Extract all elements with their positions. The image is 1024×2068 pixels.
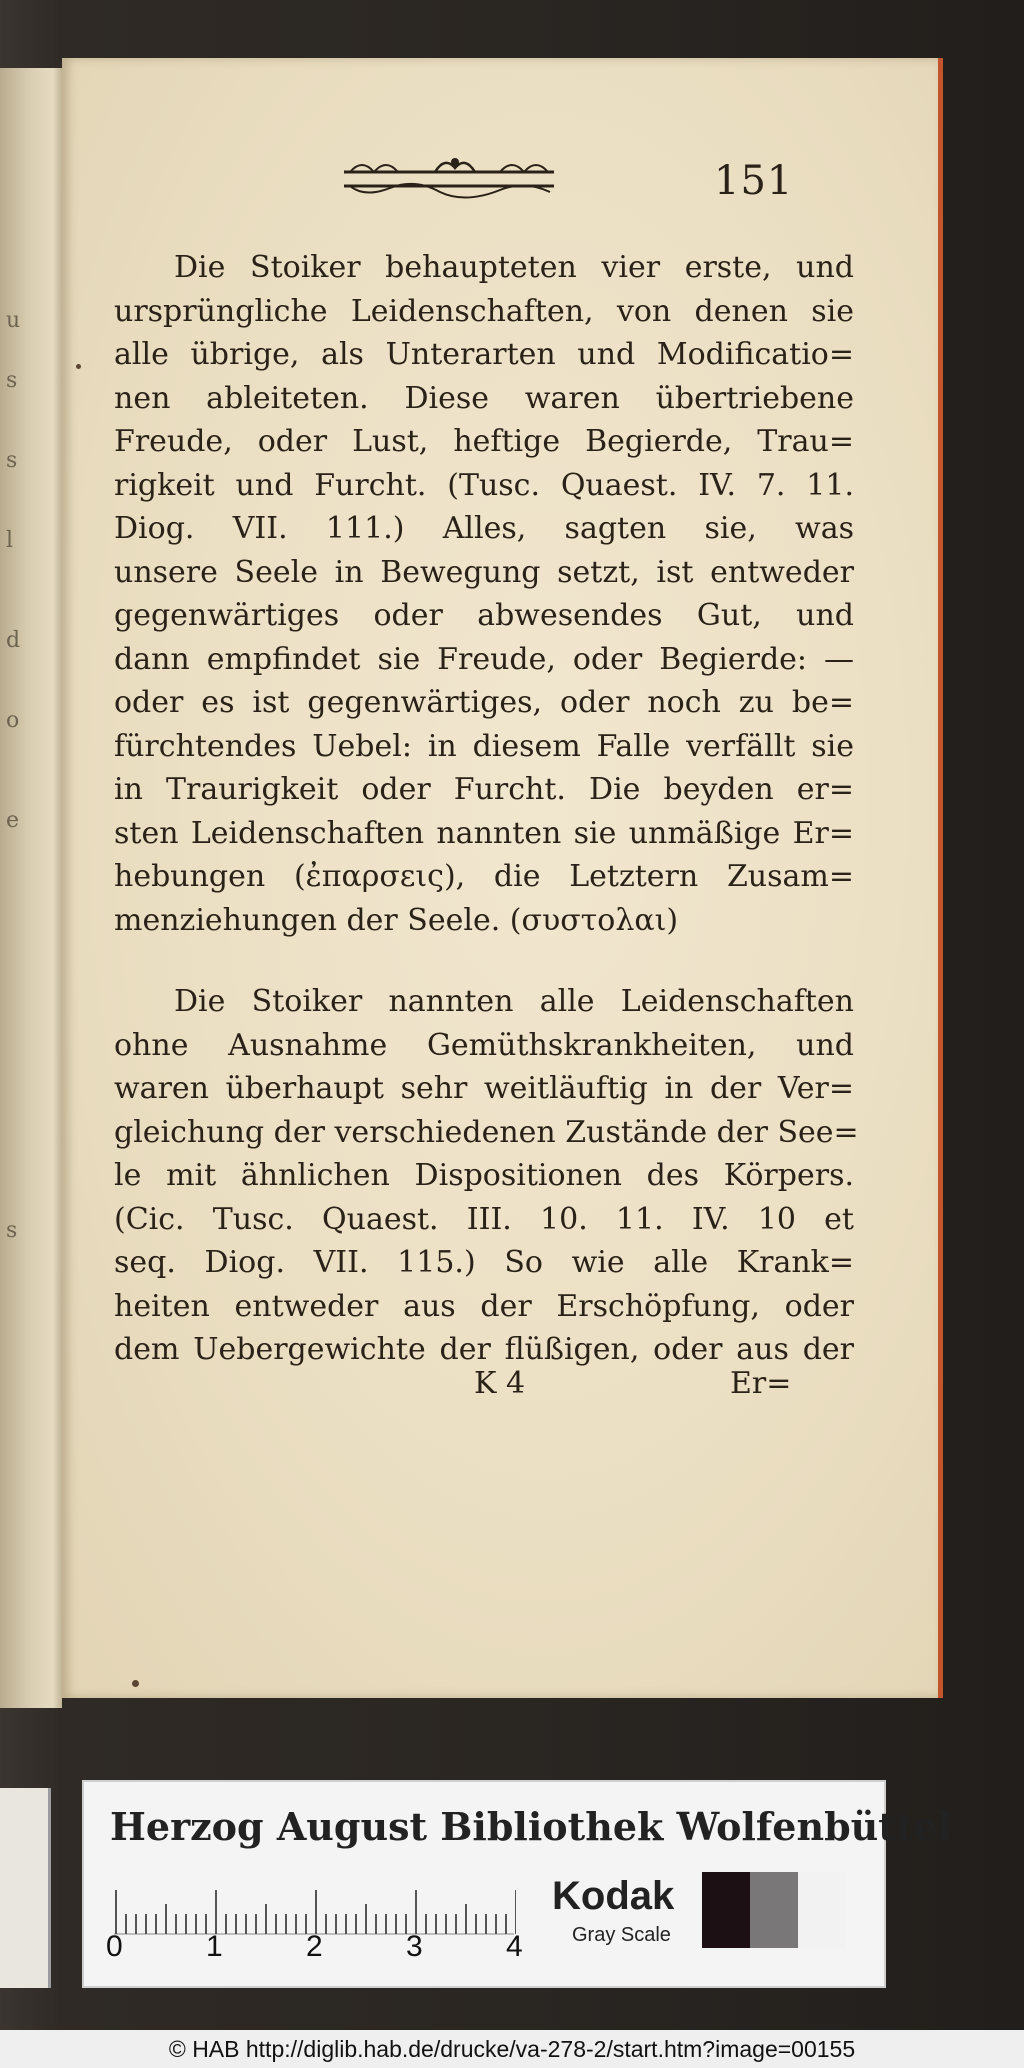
text-line: seq. Diog. VII. 115.) So wie alle Krank= [114,1245,854,1280]
paragraph-1 [114,246,854,942]
ruler-numbers [106,1930,526,1970]
text-line: Die Stoiker nannten alle Leidenschaften [174,984,854,1019]
ornament-headpiece [340,152,558,206]
text-line: le mit ähnlichen Dispositionen des Körpers. [114,1158,854,1193]
left-page-mark: s [6,368,18,393]
ruler-number: 2 [306,1930,323,1963]
text-line: ursprüngliche Leidenschaften, von denen sie [114,293,854,329]
gray-swatch-black [702,1872,750,1948]
left-page-bottom-strip [0,1788,51,1988]
text-line: fürchtendes Uebel: in diesem Falle verfällt sie [114,728,854,764]
book-page [62,58,943,1698]
paper-speck [76,364,81,369]
text-line: Freude, oder Lust, heftige Begierde, Trau= [114,424,854,459]
text-line: dem Uebergewichte der flüßigen, oder aus der [114,1332,854,1367]
left-page-mark: d [6,628,21,653]
left-page-mark: l [6,528,14,553]
text-line: waren überhaupt sehr weitläuftig in der Ver= [114,1071,854,1106]
ruler-number: 1 [206,1930,223,1963]
ruler-number: 3 [406,1930,423,1963]
gray-swatch-white [798,1872,846,1948]
left-page-mark: o [6,708,20,733]
text-line: alle übrige, als Unterarten und Modificatio= [114,337,854,372]
text-line: hebungen (ἐπαρσεις), die Letztern Zusam= [114,859,854,894]
text-line: rigkeit und Furcht. (Tusc. Quaest. IV. 7. 11. [114,467,854,503]
kodak-logo: Kodak [552,1874,675,1918]
text-line: (Cic. Tusc. Quaest. III. 10. 11. IV. 10 et [114,1201,854,1237]
text-line: heiten entweder aus der Erschöpfung, oder [114,1288,854,1324]
source-url-footer: © HAB http://diglib.hab.de/drucke/va-278-2/start.htm?image=00155 [0,2030,1024,2068]
text-line: nen ableiteten. Diese waren übertriebene [114,380,854,416]
color-calibration-card [82,1780,952,1988]
text-line: unsere Seele in Bewegung setzt, ist entweder [114,554,854,590]
catchword: Er= [730,1366,792,1401]
text-line: in Traurigkeit oder Furcht. Die beyden er= [114,772,854,807]
text-line: sten Leidenschaften nannten sie unmäßige Er= [114,815,854,851]
library-title: Herzog August Bibliothek Wolfenbüttel [110,1804,952,1849]
text-line: gegenwärtiges oder abwesendes Gut, und [114,598,854,633]
gray-swatch-mid [750,1872,798,1948]
signature-mark: K 4 [474,1366,526,1401]
text-line: Diog. VII. 111.) Alles, sagten sie, was [114,511,854,546]
text-line: dann empfindet sie Freude, oder Begierde: — [114,641,854,677]
left-page-mark: e [6,808,20,833]
left-page-mark: s [6,448,18,473]
paper-speck [132,1680,139,1687]
ruler-number: 0 [106,1930,123,1963]
ruler-number: 4 [506,1930,523,1963]
text-line: menziehungen der Seele. (συστολαι) [114,902,679,938]
text-line: ohne Ausnahme Gemüthskrankheiten, und [114,1027,854,1063]
gray-scale-label: Gray Scale [572,1924,671,1946]
left-page-mark: u [6,308,21,333]
text-line: Die Stoiker behaupteten vier erste, und [174,250,854,285]
paragraph-2 [114,980,859,1372]
text-line: gleichung der verschiedenen Zustände der See= [114,1114,859,1150]
left-page-mark: s [6,1218,18,1243]
text-line: oder es ist gegenwärtiges, oder noch zu be= [114,685,854,720]
page-number: 151 [714,158,794,204]
left-page-edge [0,68,62,1708]
